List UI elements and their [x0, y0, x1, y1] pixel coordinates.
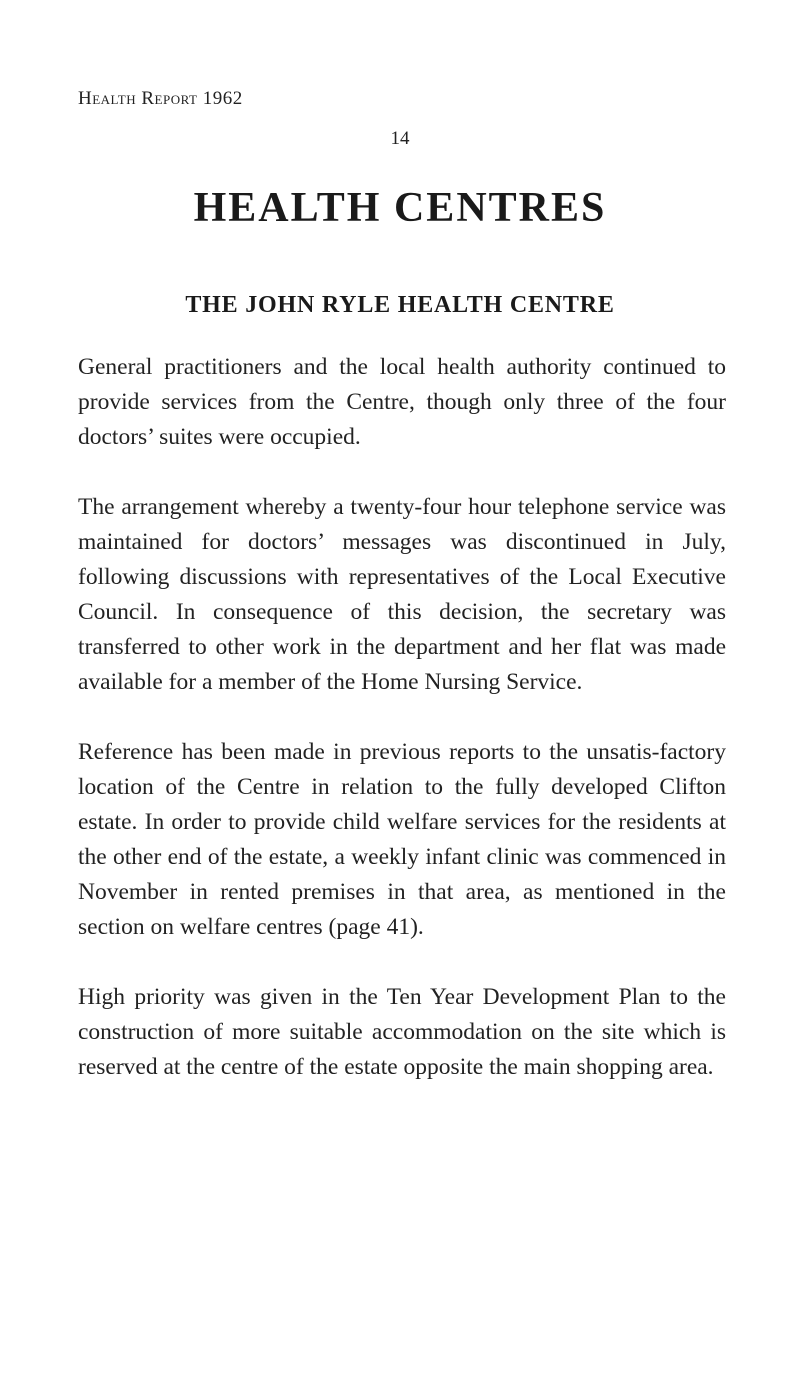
body-text [78, 350, 726, 1120]
paragraph-4: High priority was given in the Ten Year Development Plan to the construction of more suitable accommodation on the site which is reserved at the centre of the estate opposite the main shopping area. [78, 984, 726, 1080]
page-number: 14 [390, 128, 410, 149]
paragraph-1: General practitioners and the local health authority continued to provide services from the Centre, though only three of the four doctors’ suites were occupied. [78, 354, 726, 450]
page-title: HEALTH CENTRES [193, 185, 607, 231]
paragraph-2: The arrangement whereby a twenty-four hour telephone service was maintained for doctors’ messages was discontinued in July, following discussions with representatives of the Local Executive Council. In consequence of this decision, the secretary was transferred to other work in the department and her flat was made available for a member of the Home Nursing Service. [78, 494, 726, 695]
section-heading: THE JOHN RYLE HEALTH CENTRE [185, 292, 615, 318]
paragraph-3: Reference has been made in previous reports to the unsatis-factory location of the Centre in relation to the fully developed Clifton estate. In order to provide child welfare services for the residents at the other end of the estate, a weekly infant clinic was commenced in November in rented premises in that area, as mentioned in the section on welfare centres (page 41). [78, 739, 726, 940]
running-head: Health Report 1962 [78, 88, 243, 109]
